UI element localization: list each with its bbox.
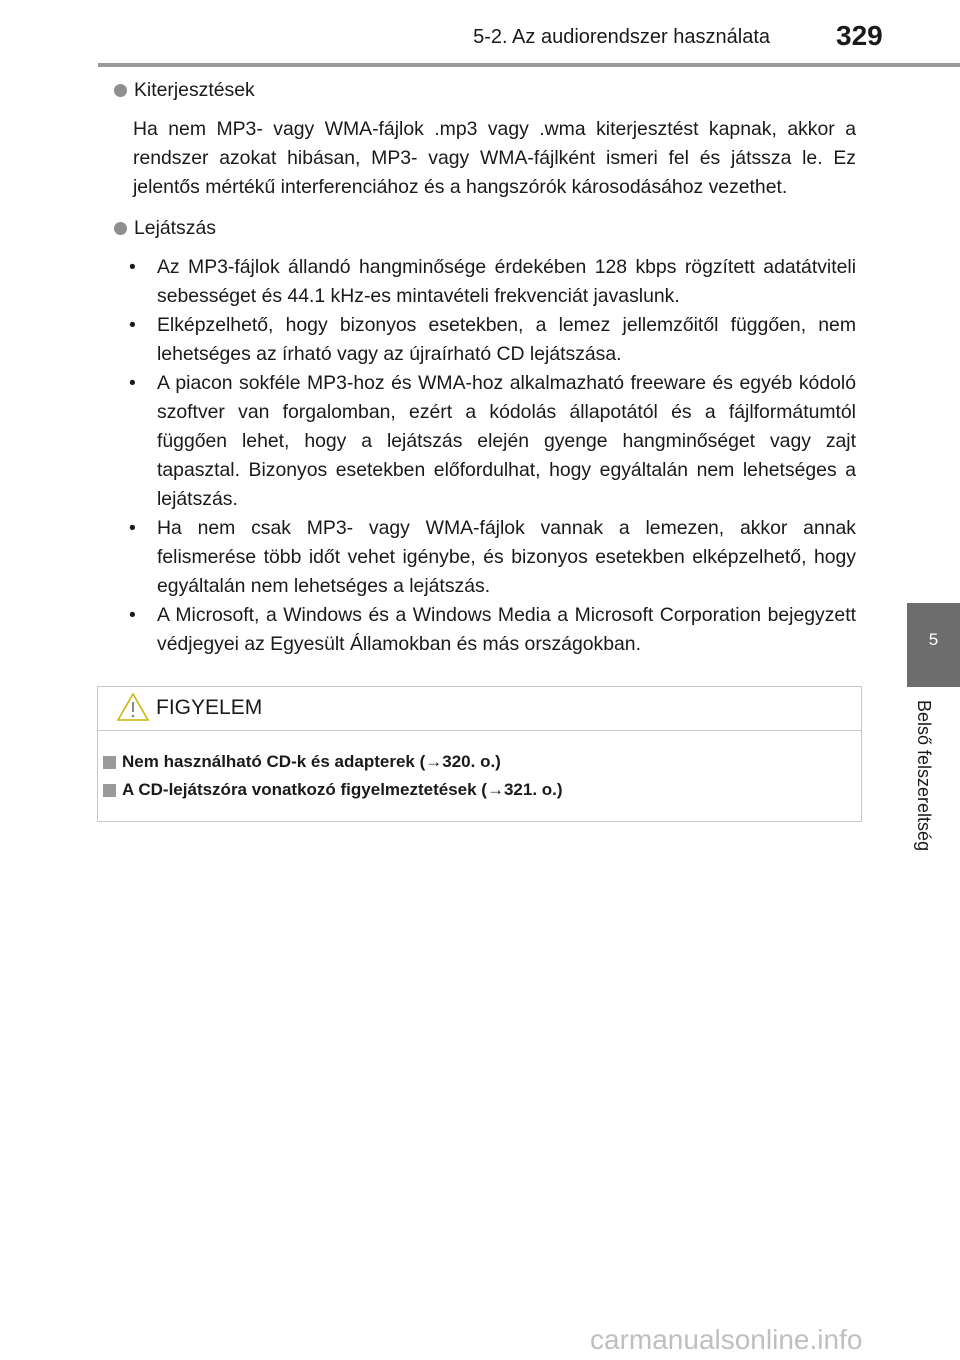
list-item: • A Microsoft, a Windows és a Windows Media a Microsoft Corporation bejegyzett védjegyei az Egyesült Államokban és más országokban. bbox=[129, 601, 856, 659]
notice-item-text: A CD-lejátszóra vonatkozó figyelmeztetések (→321. o.) bbox=[122, 780, 563, 799]
page-number: 329 bbox=[836, 20, 883, 51]
chapter-tab-label: Belső felszereltség bbox=[914, 700, 934, 852]
warning-triangle-icon bbox=[116, 692, 150, 722]
section-heading-extensions bbox=[114, 76, 856, 105]
main-content bbox=[114, 76, 856, 659]
square-bullet-icon bbox=[103, 784, 116, 797]
notice-body bbox=[98, 731, 861, 804]
list-item: • Ha nem csak MP3- vagy WMA-fájlok vannak a lemezen, akkor annak felismerése több időt vehet igénybe, és bizonyos esetekben elképzelhető, hogy egyáltalán nem lehetséges a lejátszás. bbox=[129, 514, 856, 601]
list-item: • A piacon sokféle MP3-hoz és WMA-hoz alkalmazható freeware és egyéb kódoló szoftver van forgalomban, ezért a kódolás állapotától és a fájlformátumtól függően lehet, hogy a lejátszás elején gyenge hangminőséget vagy zajt tapasztal. Bizonyos esetekben előfordulhat, hogy egyáltalán nem lehetséges a lejátszás. bbox=[129, 369, 856, 514]
section-paragraph: Ha nem MP3- vagy WMA-fájlok .mp3 vagy .wma kiterjesztést kapnak, akkor a rendszer azokat hibásan, MP3- vagy WMA-fájlként ismeri fel és játssza le. Ez jelentős mértékű interferenciához és a hangszórók károsodásához vezethet. bbox=[133, 118, 856, 198]
notice-title: FIGYELEM bbox=[156, 696, 263, 719]
watermark: carmanualsonline.info bbox=[590, 1324, 863, 1355]
running-header-title: 5-2. Az audiorendszer használata bbox=[473, 26, 770, 48]
playback-bullet-list bbox=[129, 253, 856, 659]
warning-notice-box bbox=[97, 686, 862, 822]
notice-item-text: Nem használható CD-k és adapterek (→320. o.) bbox=[122, 752, 501, 771]
section-heading-text: Lejátszás bbox=[134, 217, 216, 239]
list-item: • Elképzelhető, hogy bizonyos esetekben, a lemez jellemzőitől függően, nem lehetséges az írható vagy az újraírható CD lejátszása. bbox=[129, 311, 856, 369]
bullet-dot-icon bbox=[114, 222, 127, 235]
notice-header bbox=[98, 687, 861, 731]
section-heading-playback bbox=[114, 214, 856, 243]
list-item: • Az MP3-fájlok állandó hangminősége érdekében 128 kbps rögzített adatátviteli sebességet és 44.1 kHz-es mintavételi frekvenciát javaslunk. bbox=[129, 253, 856, 311]
section-heading-text: Kiterjesztések bbox=[134, 79, 255, 101]
chapter-tab-number: 5 bbox=[928, 630, 939, 649]
square-bullet-icon bbox=[103, 756, 116, 769]
notice-item bbox=[103, 776, 861, 804]
notice-item bbox=[103, 748, 861, 776]
bullet-dot-icon bbox=[114, 84, 127, 97]
header-rule bbox=[98, 63, 960, 67]
